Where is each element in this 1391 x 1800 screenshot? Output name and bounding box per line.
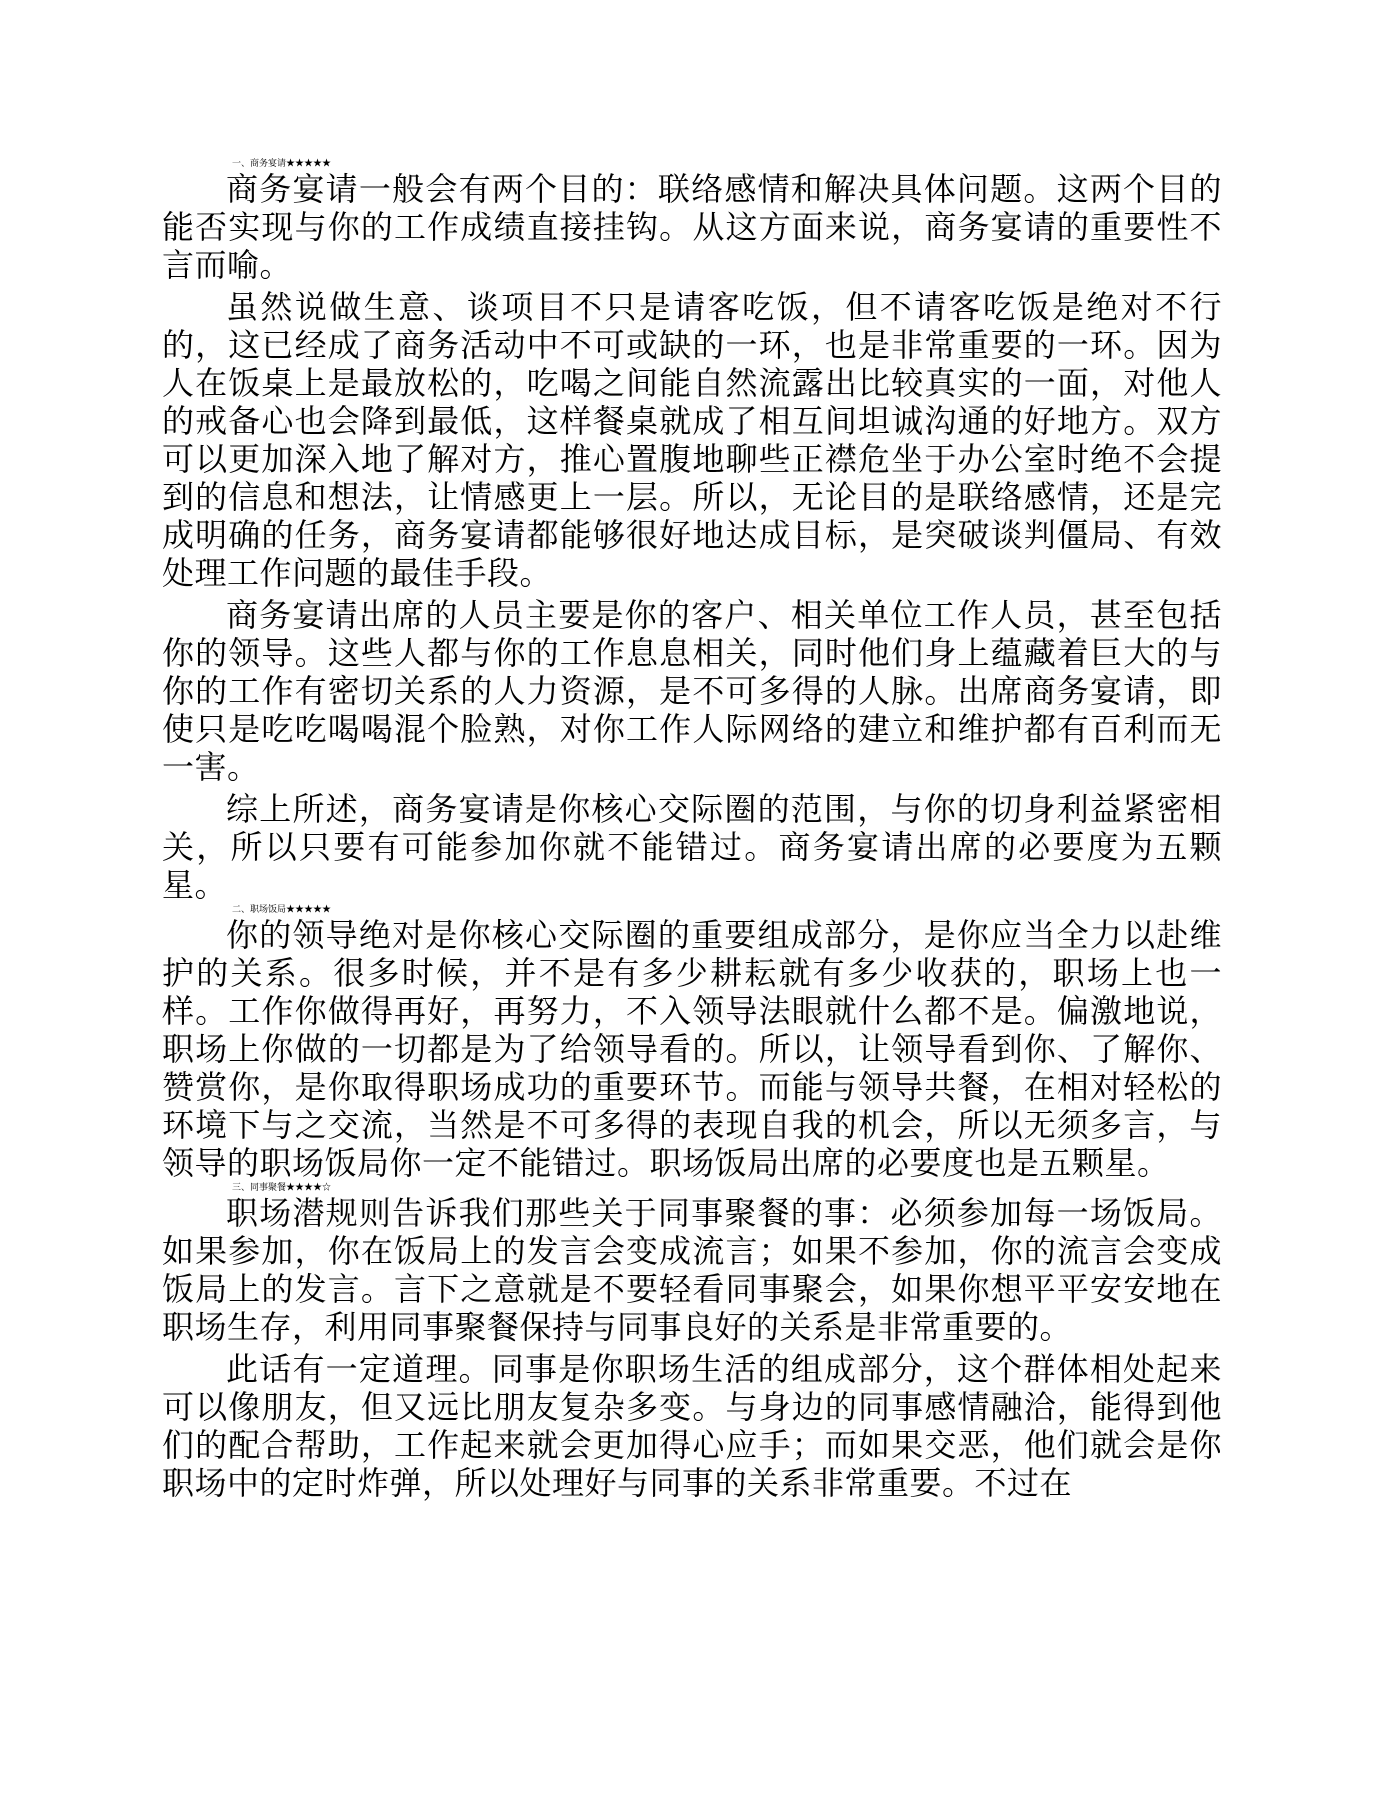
paragraph: 商务宴请出席的人员主要是你的客户、相关单位工作人员，甚至包括你的领导。这些人都与你的工作息息相关，同时他们身上蕴藏着巨大的与你的工作有密切关系的人力资源，是不可多得的人脉。出席商务宴请，即使只是吃吃喝喝混个脸熟，对你工作人际网络的建立和维护都有百利而无一害。 — [162, 596, 1222, 786]
section-heading: 一、商务宴请★★★★★ — [232, 159, 332, 169]
paragraph: 你的领导绝对是你核心交际圈的重要组成部分，是你应当全力以赴维护的关系。很多时候，并不是有多少耕耘就有多少收获的，职场上也一样。工作你做得再好，再努力，不入领导法眼就什么都不是。偏激地说，职场上你做的一切都是为了给领导看的。所以，让领导看到你、了解你、赞赏你，是你取得职场成功的重要环节。而能与领导共餐，在相对轻松的环境下与之交流，当然是不可多得的表现自我的机会，所以无须多言，与领导的职场饭局你一定不能错过。职场饭局出席的必要度也是五颗星。 — [162, 916, 1222, 1182]
section-business-banquet — [162, 158, 1222, 904]
section-heading: 三、同事聚餐★★★★☆ — [232, 1183, 332, 1193]
paragraph: 职场潜规则告诉我们那些关于同事聚餐的事：必须参加每一场饭局。如果参加，你在饭局上的发言会变成流言；如果不参加，你的流言会变成饭局上的发言。言下之意就是不要轻看同事聚会，如果你想平平安安地在职场生存，利用同事聚餐保持与同事良好的关系是非常重要的。 — [162, 1194, 1222, 1346]
section-colleague-gathering — [162, 1182, 1222, 1502]
section-heading: 二、职场饭局★★★★★ — [232, 905, 332, 915]
document-body — [162, 158, 1222, 1502]
paragraph: 此话有一定道理。同事是你职场生活的组成部分，这个群体相处起来可以像朋友，但又远比朋友复杂多变。与身边的同事感情融洽，能得到他们的配合帮助，工作起来就会更加得心应手；而如果交恶，他们就会是你职场中的定时炸弹，所以处理好与同事的关系非常重要。不过在 — [162, 1350, 1222, 1502]
paragraph: 商务宴请一般会有两个目的：联络感情和解决具体问题。这两个目的能否实现与你的工作成绩直接挂钩。从这方面来说，商务宴请的重要性不言而喻。 — [162, 170, 1222, 284]
section-workplace-dinner — [162, 904, 1222, 1182]
paragraph: 虽然说做生意、谈项目不只是请客吃饭，但不请客吃饭是绝对不行的，这已经成了商务活动中不可或缺的一环，也是非常重要的一环。因为人在饭桌上是最放松的，吃喝之间能自然流露出比较真实的一面，对他人的戒备心也会降到最低，这样餐桌就成了相互间坦诚沟通的好地方。双方可以更加深入地了解对方，推心置腹地聊些正襟危坐于办公室时绝不会提到的信息和想法，让情感更上一层。所以，无论目的是联络感情，还是完成明确的任务，商务宴请都能够很好地达成目标，是突破谈判僵局、有效处理工作问题的最佳手段。 — [162, 288, 1222, 592]
paragraph: 综上所述，商务宴请是你核心交际圈的范围，与你的切身利益紧密相关，所以只要有可能参加你就不能错过。商务宴请出席的必要度为五颗星。 — [162, 790, 1222, 904]
